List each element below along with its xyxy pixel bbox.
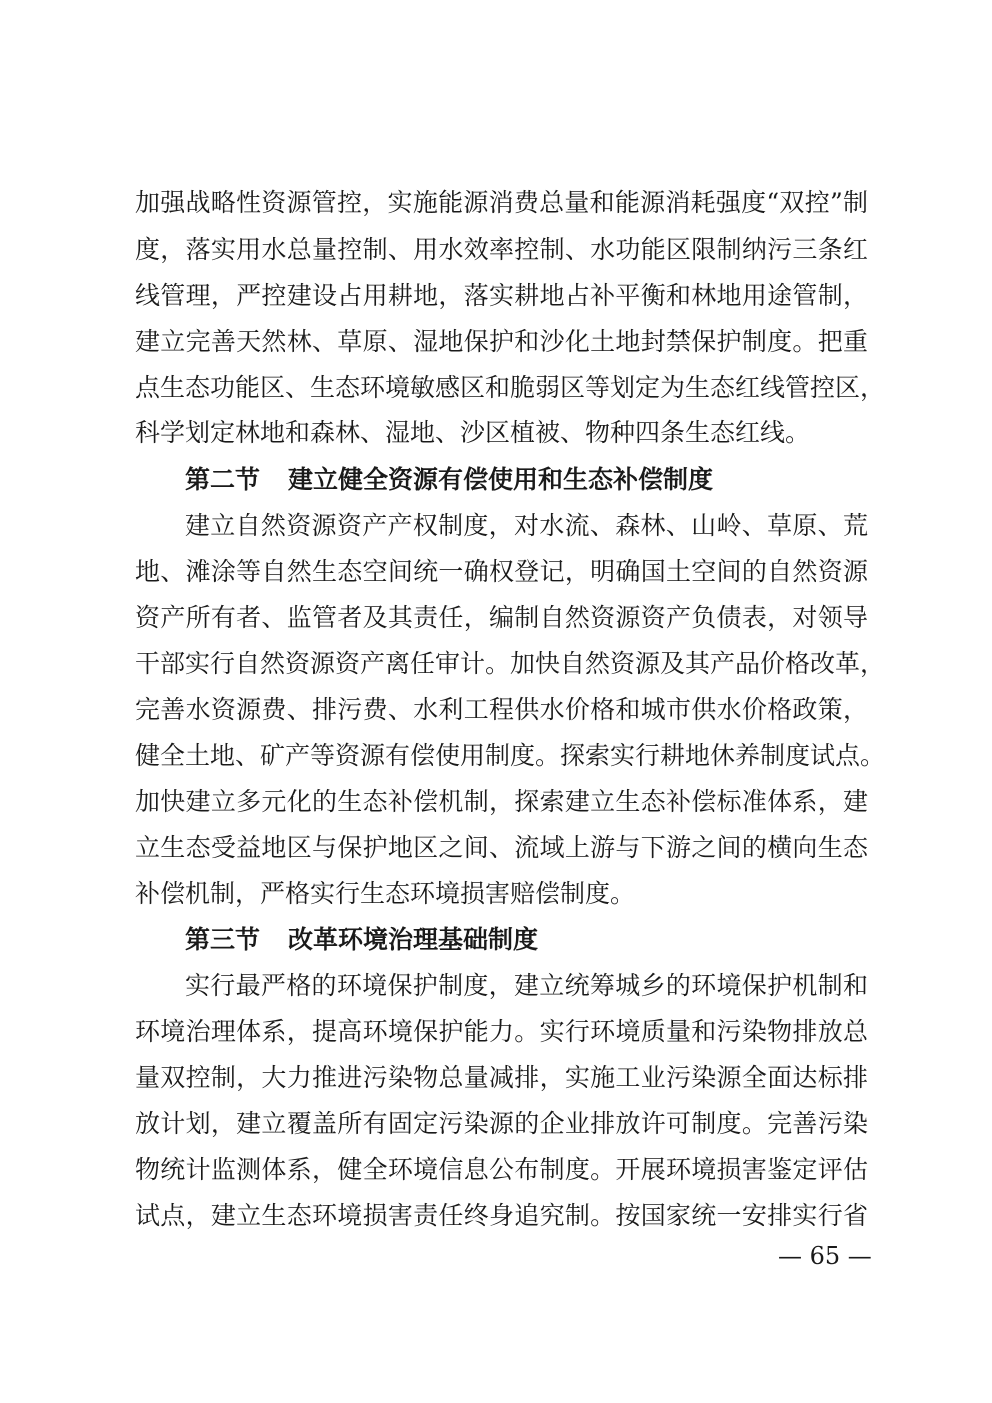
paragraph-line: 干部实行自然资源资产离任审计。加快自然资源及其产品价格改革， <box>135 649 886 678</box>
paragraph-line: 量双控制，大力推进污染物总量减排，实施工业污染源全面达标排 <box>135 1063 868 1092</box>
paragraph-line: 物统计监测体系，健全环境信息公布制度。开展环境损害鉴定评估 <box>135 1155 868 1184</box>
paragraph-line: 点生态功能区、生态环境敏感区和脆弱区等划定为生态红线管控区， <box>135 373 886 402</box>
paragraph-line: 加强战略性资源管控，实施能源消费总量和能源消耗强度“双控”制 <box>135 188 868 217</box>
paragraph-line: 环境治理体系，提高环境保护能力。实行环境质量和污染物排放总 <box>135 1017 868 1046</box>
paragraph-line: 放计划，建立覆盖所有固定污染源的企业排放许可制度。完善污染 <box>135 1109 868 1138</box>
paragraph-line: 试点，建立生态环境损害责任终身追究制。按国家统一安排实行省 <box>135 1201 868 1230</box>
paragraph-line: 立生态受益地区与保护地区之间、流域上游与下游之间的横向生态 <box>135 833 868 862</box>
paragraph-line: 科学划定林地和森林、湿地、沙区植被、物种四条生态红线。 <box>135 418 811 447</box>
paragraph-line: 完善水资源费、排污费、水利工程供水价格和城市供水价格政策， <box>135 695 868 724</box>
paragraph-line: 度，落实用水总量控制、用水效率控制、水功能区限制纳污三条红 <box>135 235 868 264</box>
paragraph-line: 补偿机制，严格实行生态环境损害赔偿制度。 <box>135 879 636 908</box>
section-heading <box>185 922 538 958</box>
section-number: 第二节 <box>185 465 261 494</box>
paragraph-line: 实行最严格的环境保护制度，建立统筹城乡的环境保护机制和 <box>185 971 868 1000</box>
section-title: 建立健全资源有偿使用和生态补偿制度 <box>288 465 714 494</box>
paragraph-line: 资产所有者、监管者及其责任，编制自然资源资产负债表，对领导 <box>135 603 868 632</box>
paragraph-line: 建立自然资源资产产权制度，对水流、森林、山岭、草原、荒 <box>185 511 868 540</box>
paragraph-line: 加快建立多元化的生态补偿机制，探索建立生态补偿标准体系，建 <box>135 787 868 816</box>
page-number: — 65 — <box>778 1242 872 1270</box>
section-number: 第三节 <box>185 925 261 954</box>
paragraph-line: 地、滩涂等自然生态空间统一确权登记，明确国土空间的自然资源 <box>135 557 868 586</box>
paragraph-line: 健全土地、矿产等资源有偿使用制度。探索实行耕地休养制度试点。 <box>135 741 886 770</box>
paragraph-line: 线管理，严控建设占用耕地，落实耕地占补平衡和林地用途管制， <box>135 281 868 310</box>
section-heading <box>185 462 713 498</box>
paragraph-line: 建立完善天然林、草原、湿地保护和沙化土地封禁保护制度。把重 <box>135 327 868 356</box>
section-title: 改革环境治理基础制度 <box>288 925 539 954</box>
